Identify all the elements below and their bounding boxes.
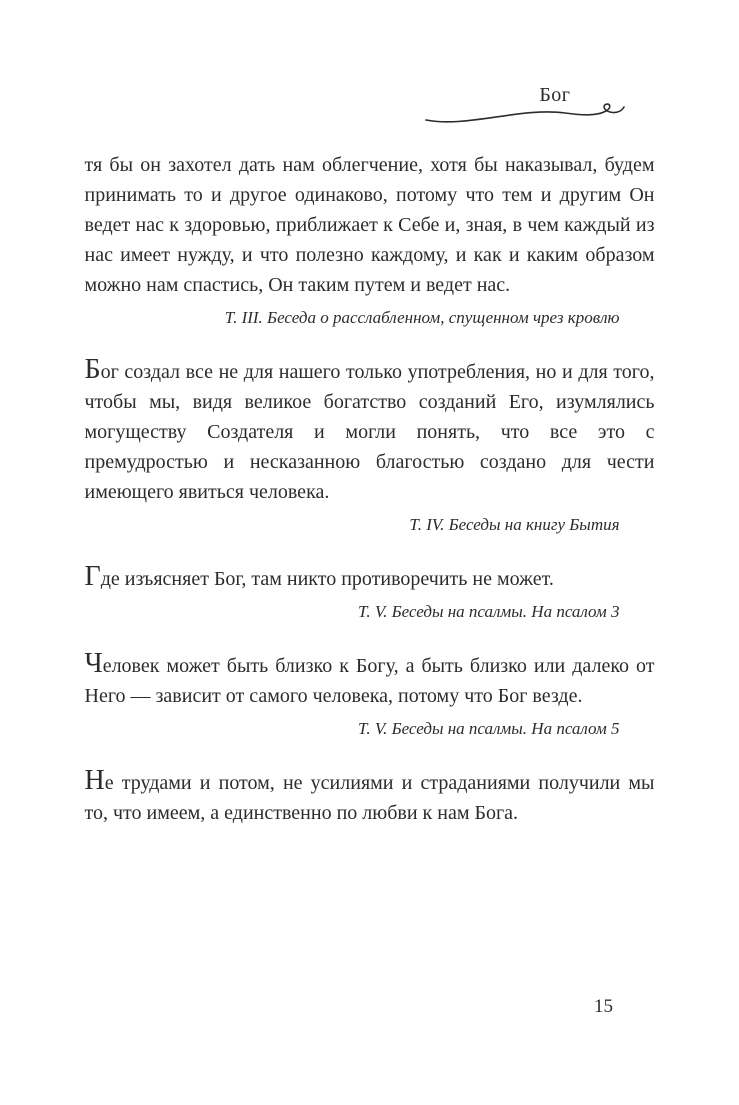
quote-entry (85, 355, 655, 538)
paragraph (85, 649, 655, 711)
paragraph-text: де изъясняет Бог, там никто противоречить не может. (100, 568, 554, 590)
paragraph-text: е трудами и потом, не усилиями и страданиями получили мы то, что имеем, а единственно по любви к нам Бога. (84, 772, 655, 824)
citation: Т. V. Беседы на псалмы. На псалом 3 (358, 602, 620, 621)
quote-entry (85, 562, 655, 625)
lead-letter: Н (84, 765, 105, 796)
flourish-icon (425, 101, 625, 127)
running-header (85, 84, 655, 130)
lead-letter: Ч (84, 648, 103, 679)
citation: Т. IV. Беседы на книгу Бытия (409, 515, 620, 534)
paragraph-text: еловек может быть близко к Богу, а быть близко или далеко от Него — зависит от самого человека, потому что Бог везде. (84, 655, 655, 707)
lead-letter: Б (84, 354, 101, 385)
paragraph (85, 766, 655, 828)
paragraph (85, 355, 655, 507)
header-title: Бог (539, 84, 571, 106)
citation: Т. III. Беседа о расслабленном, спущенном чрез кровлю (224, 308, 620, 327)
quote-entry (85, 649, 655, 742)
paragraph-text: ог создал все не для нашего только употребления, но и для того, чтобы мы, видя великое богатство созданий Его, изумлялись могуществу Создателя и могли понять, что все это с премудростью и несказанною благостью создано для чести имеющего явиться человека. (84, 361, 655, 503)
page-number: 15 (594, 996, 613, 1017)
paragraph (85, 148, 655, 300)
paragraph-text: тя бы он захотел дать нам облегчение, хотя бы наказывал, будем принимать то и другое одинаково, потому что тем и другим Он ведет нас к здоровью, приближает к Себе и, зная, в чем каждый из нас имеет нужду, и что полезно каждому, и как и каким образом можно нам спастись, Он таким путем и ведет нас. (84, 154, 655, 296)
lead-letter: Г (84, 561, 101, 592)
paragraph (85, 562, 655, 594)
page-content (85, 130, 655, 828)
quote-entry (85, 766, 655, 828)
citation: Т. V. Беседы на псалмы. На псалом 5 (358, 719, 620, 738)
quote-entry (85, 148, 655, 331)
